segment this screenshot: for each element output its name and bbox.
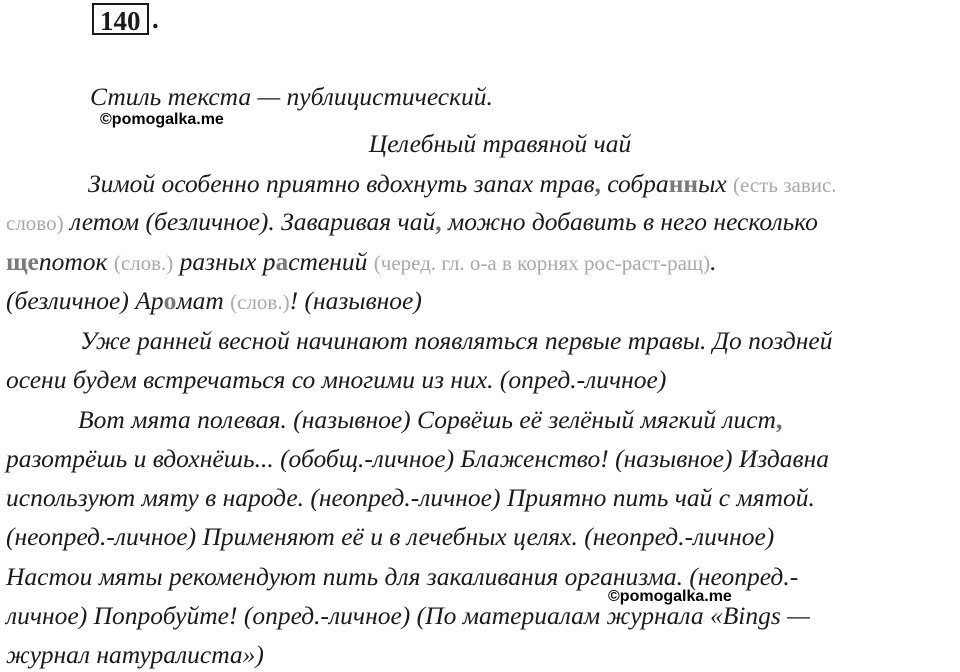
text-line-2 — [6, 205, 960, 240]
punctuation-mark: , — [435, 207, 442, 236]
punctuation-mark: , — [594, 169, 601, 198]
grammar-note: (черед. гл. о-а в корнях рос-раст-ращ) — [373, 251, 711, 275]
text-fragment: мат — [176, 286, 231, 315]
text-fragment: можно добавить в него несколько — [441, 207, 818, 236]
text-line-10: (неопред.-личное) Применяют её и в лечебных целях. (неопред.-личное) — [6, 522, 775, 551]
highlighted-letters: е — [27, 247, 39, 276]
text-fragment: Вот мята полевая. (назывное) Сорвёшь её зелёный мягкий лист — [78, 405, 776, 434]
text-line-9: используют мяту в народе. (неопред.-личное) Приятно пить чай с мятой. — [6, 483, 815, 512]
text-fragment: собра — [600, 169, 669, 198]
text-fragment: . — [710, 247, 717, 276]
text-fragment: ых — [698, 169, 734, 198]
punctuation-mark: , — [775, 405, 783, 434]
grammar-note: слово) — [6, 211, 64, 235]
highlighted-letters: о — [163, 286, 177, 315]
text-fragment: летом (безличное). Заваривая чай — [63, 207, 436, 236]
highlighted-letters: нн — [668, 169, 699, 198]
watermark-top: ©pomogalka.me — [100, 111, 224, 128]
text-fragment: ! (назывное) — [289, 286, 422, 315]
style-line: Стиль текста — публицистический. — [90, 82, 493, 111]
text-line-4 — [6, 284, 960, 319]
grammar-note: (слов.) — [113, 251, 174, 275]
watermark-bottom: ©pomogalka.me — [608, 588, 732, 605]
text-fragment: стений — [288, 247, 374, 276]
text-line-6: осени будем встречаться со многими из них. (опред.-личное) — [6, 365, 667, 394]
text-fragment: (безличное) Ар — [6, 286, 164, 315]
highlighted-letters: щ — [6, 247, 28, 276]
exercise-number: 140 — [100, 6, 141, 36]
text-fragment: поток — [38, 247, 114, 276]
grammar-note: (есть завис. — [733, 173, 837, 197]
text-title: Целебный травяной чай — [368, 129, 632, 158]
text-line-12: личное) Попробуйте! (опред.-личное) (По материалам журнала «Bings — — [6, 601, 810, 630]
text-line-3 — [6, 245, 960, 280]
text-line-11: Настои мяты рекомендуют пить для закаливания организма. (неопред.- — [6, 562, 799, 591]
text-line-5: Уже ранней весной начинают появляться первые травы. До поздней — [80, 326, 833, 355]
text-fragment: разных р — [173, 247, 276, 276]
highlighted-letters: а — [275, 247, 289, 276]
text-line-7 — [78, 403, 960, 437]
exercise-number-box — [92, 3, 149, 35]
text-fragment: Зимой особенно приятно вдохнуть запах трав — [88, 169, 595, 198]
grammar-note: (слов.) — [230, 290, 290, 314]
text-line-8: разотрёшь и вдохнёшь... (обобщ.-личное) Блаженство! (назывное) Издавна — [6, 444, 829, 473]
exercise-number-dot: . — [152, 4, 159, 34]
text-line-13: журнал натуралиста») — [6, 640, 264, 669]
text-line-1 — [88, 167, 960, 202]
